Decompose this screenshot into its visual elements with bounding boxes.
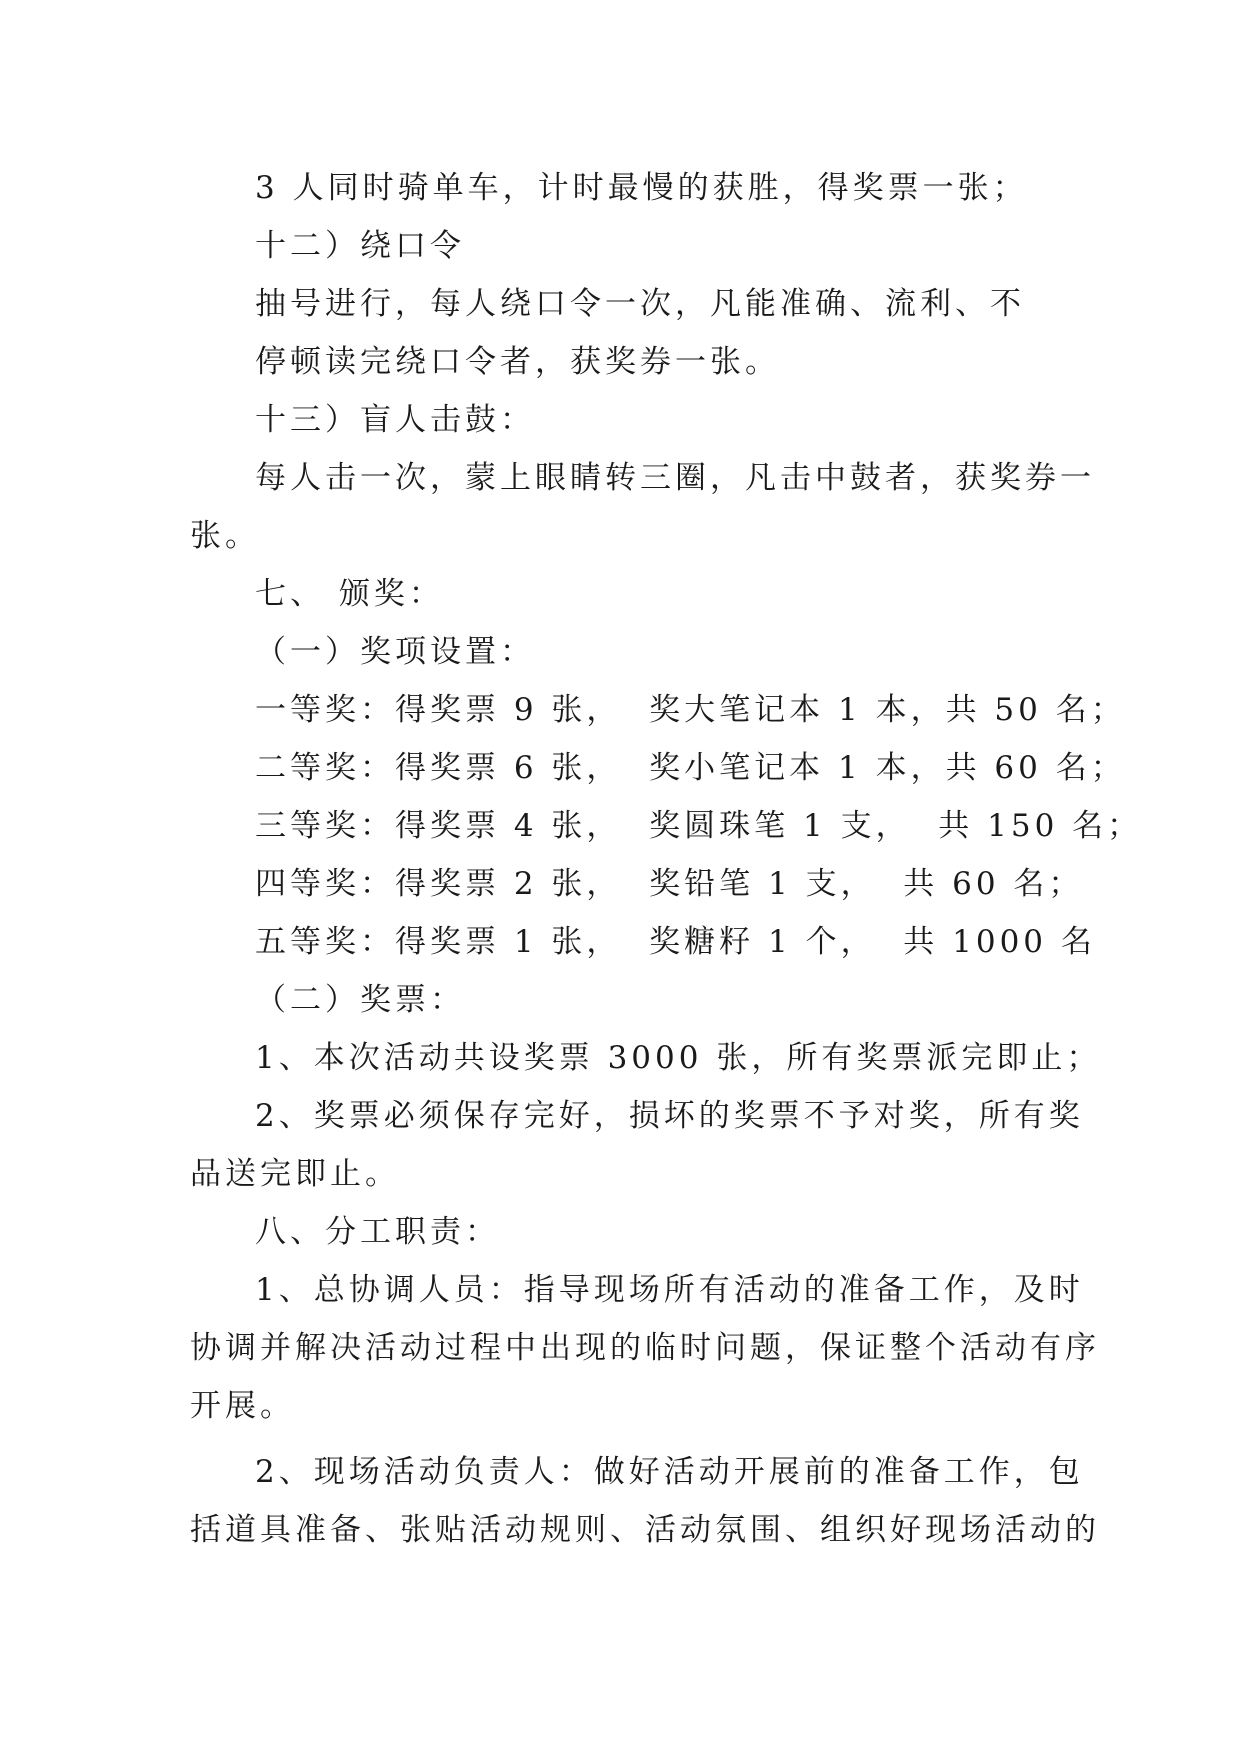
text-line: 十三）盲人击鼓：	[255, 402, 535, 438]
award-line: 四等奖：得奖票 2 张， 奖铅笔 1 支， 共 60 名；	[255, 866, 1084, 902]
text-line: 1、总协调人员：指导现场所有活动的准备工作，及时	[255, 1272, 1084, 1308]
text-line: 2、奖票必须保存完好，损坏的奖票不予对奖，所有奖	[255, 1098, 1084, 1134]
section-heading: 七、 颁奖：	[255, 576, 444, 612]
text-line: 抽号进行，每人绕口令一次，凡能准确、流利、不	[255, 286, 1025, 322]
text-line: 开展。	[190, 1388, 295, 1424]
text-line: 2、现场活动负责人：做好活动开展前的准备工作，包	[255, 1454, 1084, 1490]
subsection-heading: （二）奖票：	[255, 982, 465, 1018]
text-line: 3 人同时骑单车，计时最慢的获胜，得奖票一张；	[255, 170, 1028, 206]
section-heading: 八、分工职责：	[255, 1214, 500, 1250]
text-line: 1、本次活动共设奖票 3000 张，所有奖票派完即止；	[255, 1040, 1102, 1076]
text-line: 协调并解决活动过程中出现的临时问题，保证整个活动有序	[190, 1330, 1100, 1366]
text-line: 十二）绕口令	[255, 228, 465, 264]
text-line: 括道具准备、张贴活动规则、活动氛围、组织好现场活动的	[190, 1512, 1100, 1548]
text-line: 停顿读完绕口令者，获奖券一张。	[255, 344, 780, 380]
award-line: 一等奖：得奖票 9 张， 奖大笔记本 1 本，共 50 名；	[255, 692, 1126, 728]
award-line: 五等奖：得奖票 1 张， 奖糖籽 1 个， 共 1000 名	[255, 924, 1096, 960]
award-line: 三等奖：得奖票 4 张， 奖圆珠笔 1 支， 共 150 名；	[255, 808, 1143, 844]
text-line: 每人击一次，蒙上眼睛转三圈，凡击中鼓者，获奖券一	[255, 460, 1095, 496]
text-line: 品送完即止。	[190, 1156, 400, 1192]
text-line: 张。	[190, 518, 260, 554]
award-line: 二等奖：得奖票 6 张， 奖小笔记本 1 本，共 60 名；	[255, 750, 1126, 786]
subsection-heading: （一）奖项设置：	[255, 634, 535, 670]
